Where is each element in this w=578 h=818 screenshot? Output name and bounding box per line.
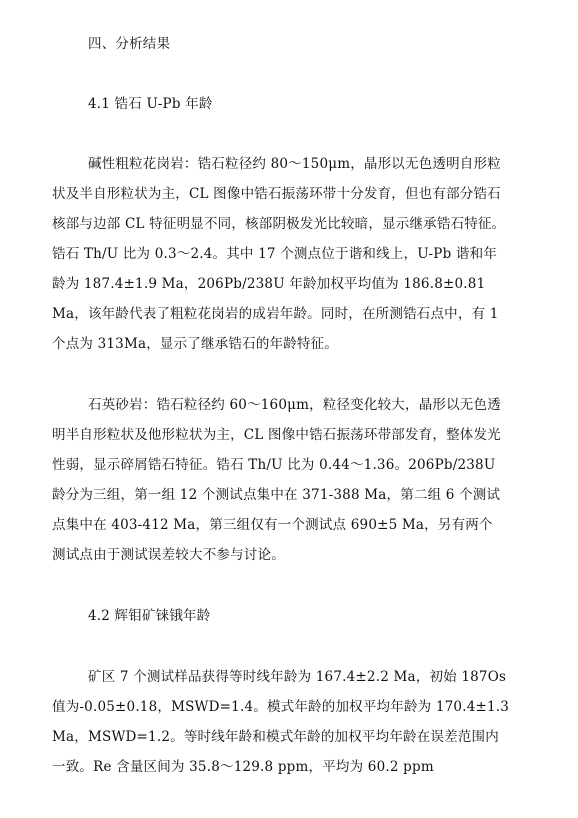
paragraph-1-line-5: 龄为 187.4±1.9 Ma，206Pb/238U 年龄加权平均值为 186.8±0.81 (52, 276, 486, 292)
paragraph-1-line-6: Ma，该年龄代表了粗粒花岗岩的成岩年龄。同时，在所测锆石点中，有 1 (52, 306, 499, 322)
paragraph-2-line-5: 点集中在 403-412 Ma，第三组仅有一个测试点 690±5 Ma，另有两个 (52, 517, 493, 533)
section-title: 四、分析结果 (88, 36, 171, 52)
subsection-title-zircon: 4.1 锆石 U-Pb 年龄 (88, 96, 213, 112)
paragraph-2-line-3: 性弱，显示碎屑锆石特征。锆石 Th/U 比为 0.44～1.36。206Pb/238U (52, 457, 496, 473)
paragraph-1-line-4: 锆石 Th/U 比为 0.3～2.4。其中 17 个测点位于谐和线上，U-Pb 谐和年 (52, 246, 498, 262)
paragraph-2-line-4: 龄分为三组，第一组 12 个测试点集中在 371-388 Ma，第二组 6 个测试 (52, 487, 501, 503)
paragraph-1-line-1: 碱性粗粒花岗岩：锆石粒径约 80～150μm，晶形以无色透明自形粒 (88, 156, 501, 172)
paragraph-3-line-3: Ma，MSWD=1.2。等时线年龄和模式年龄的加权平均年龄在误差范围内 (52, 729, 499, 745)
paragraph-3-line-2: 值为-0.05±0.18，MSWD=1.4。模式年龄的加权平均年龄为 170.4±1.3 (52, 699, 510, 715)
subsection-title-molybdenite: 4.2 辉钼矿铼锇年龄 (88, 608, 211, 624)
paragraph-1-line-3: 核部与边部 CL 特征明显不同，核部阴极发光比较暗，显示继承锆石特征。 (52, 216, 506, 232)
paragraph-2-line-2: 明半自形粒状及他形粒状为主，CL 图像中锆石振荡环带部发育，整体发光 (52, 427, 501, 443)
paragraph-1-line-7: 个点为 313Ma，显示了继承锆石的年龄特征。 (52, 336, 339, 352)
paragraph-2-line-6: 测试点由于测试误差较大不参与讨论。 (52, 547, 285, 563)
paragraph-3-line-4: 一致。Re 含量区间为 35.8～129.8 ppm，平均为 60.2 ppm (52, 759, 434, 775)
paragraph-3-line-1: 矿区 7 个测试样品获得等时线年龄为 167.4±2.2 Ma，初始 187Os (88, 669, 507, 685)
paragraph-2-line-1: 石英砂岩：锆石粒径约 60～160μm，粒径变化较大，晶形以无色透 (88, 397, 501, 413)
paragraph-1-line-2: 状及半自形粒状为主，CL 图像中锆石振荡环带十分发育，但也有部分锆石 (52, 186, 501, 202)
